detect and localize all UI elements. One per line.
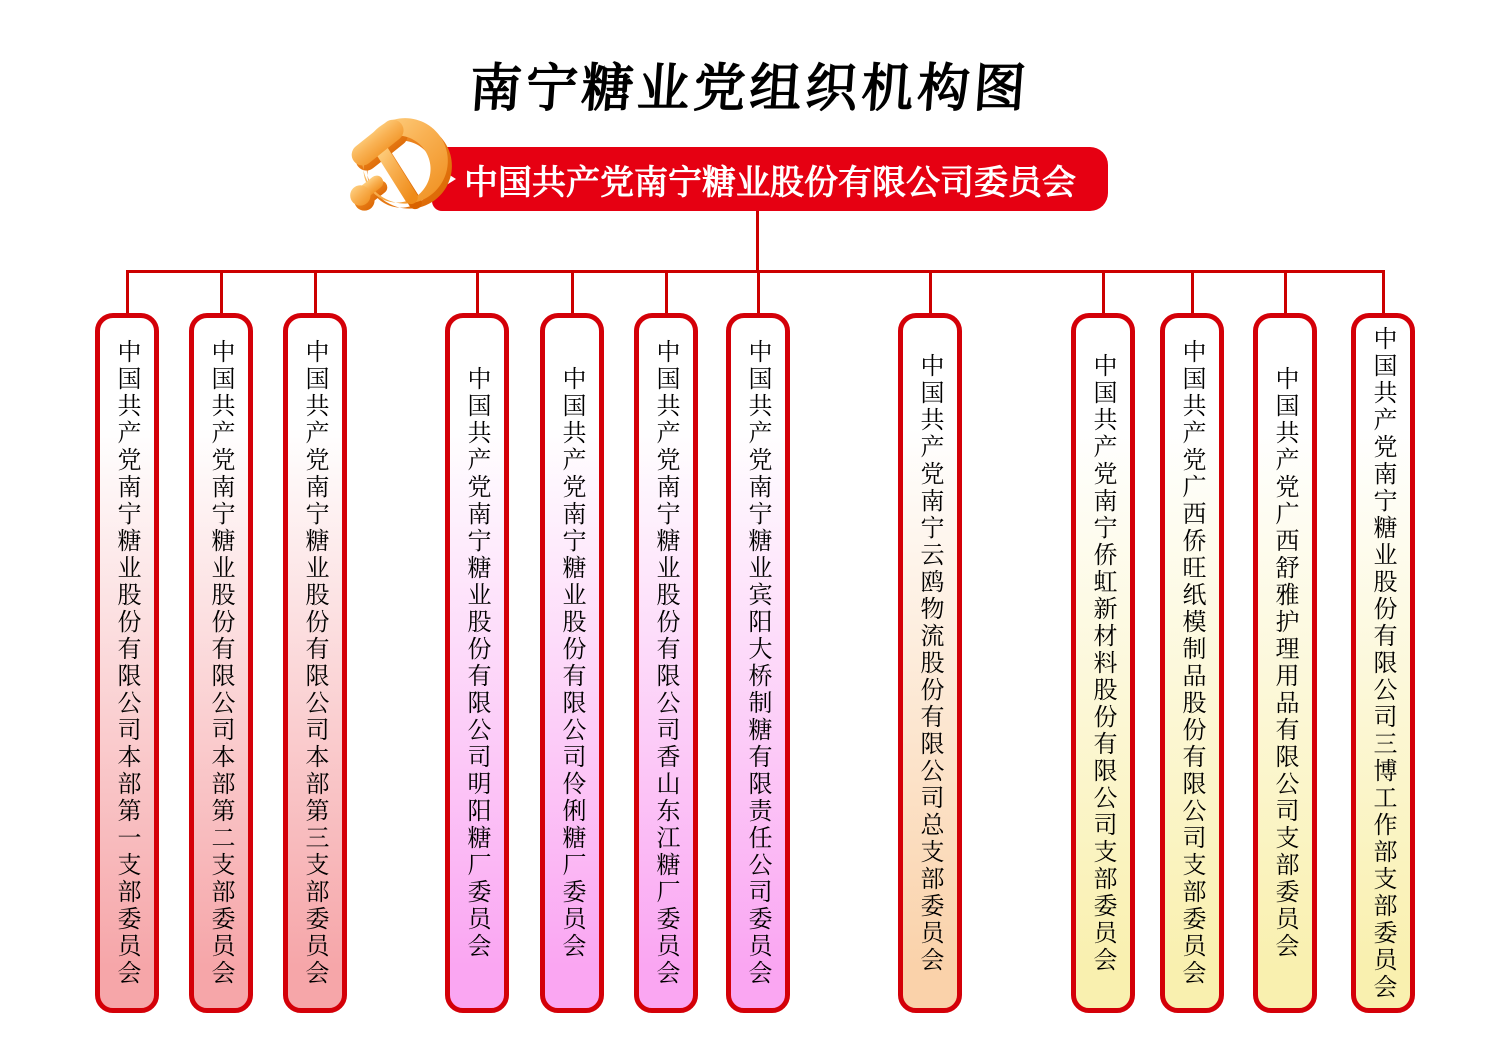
connector-drop [1191, 272, 1194, 316]
connector-drop [929, 272, 932, 316]
branch-box [1160, 313, 1224, 1013]
branch-label: 中国共产党南宁糖业股份有限公司明阳糖厂委员会 [463, 366, 491, 960]
branch-box [189, 313, 253, 1013]
branch-box [1351, 313, 1415, 1013]
branch-box [445, 313, 509, 1013]
branch-label: 中国共产党南宁糖业股份有限公司香山东江糖厂委员会 [652, 339, 680, 987]
branch-box [283, 313, 347, 1013]
branch-label: 中国共产党南宁糖业股份有限公司本部第一支部委员会 [113, 339, 141, 987]
connector-drop [126, 272, 129, 316]
branch-label: 中国共产党广西舒雅护理用品有限公司支部委员会 [1271, 366, 1299, 960]
connector-drop [757, 272, 760, 316]
page-title: 南宁糖业党组织机构图 [467, 58, 1032, 119]
root-committee-banner [432, 147, 1108, 211]
branch-label: 中国共产党南宁糖业股份有限公司伶俐糖厂委员会 [558, 366, 586, 960]
connector-stem [756, 211, 759, 272]
connector-drop [220, 272, 223, 316]
branch-box [1071, 313, 1135, 1013]
connector-drop [1284, 272, 1287, 316]
branch-label: 中国共产党南宁糖业股份有限公司本部第三支部委员会 [301, 339, 329, 987]
branch-label: 中国共产党南宁糖业股份有限公司本部第二支部委员会 [207, 339, 235, 987]
branch-label: 中国共产党南宁糖业宾阳大桥制糖有限责任公司委员会 [744, 339, 772, 987]
branch-label: 中国共产党广西侨旺纸模制品股份有限公司支部委员会 [1178, 339, 1206, 987]
branch-box [1253, 313, 1317, 1013]
connector-drop [314, 272, 317, 316]
connector-drop [476, 272, 479, 316]
connector-drop [571, 272, 574, 316]
party-emblem-hammer-sickle-icon [340, 108, 462, 230]
branch-box [634, 313, 698, 1013]
branch-box [726, 313, 790, 1013]
connector-drop [1382, 272, 1385, 316]
branch-label: 中国共产党南宁糖业股份有限公司三博工作部支部委员会 [1369, 325, 1397, 1001]
branch-box [540, 313, 604, 1013]
branch-label: 中国共产党南宁侨虹新材料股份有限公司支部委员会 [1089, 352, 1117, 974]
connector-drop [1102, 272, 1105, 316]
connector-drop [665, 272, 668, 316]
branch-label: 中国共产党南宁云鸥物流股份有限公司总支部委员会 [916, 352, 944, 974]
branch-box [898, 313, 962, 1013]
root-committee-label: 中国共产党南宁糖业股份有限公司委员会 [464, 162, 1076, 203]
branch-box [95, 313, 159, 1013]
